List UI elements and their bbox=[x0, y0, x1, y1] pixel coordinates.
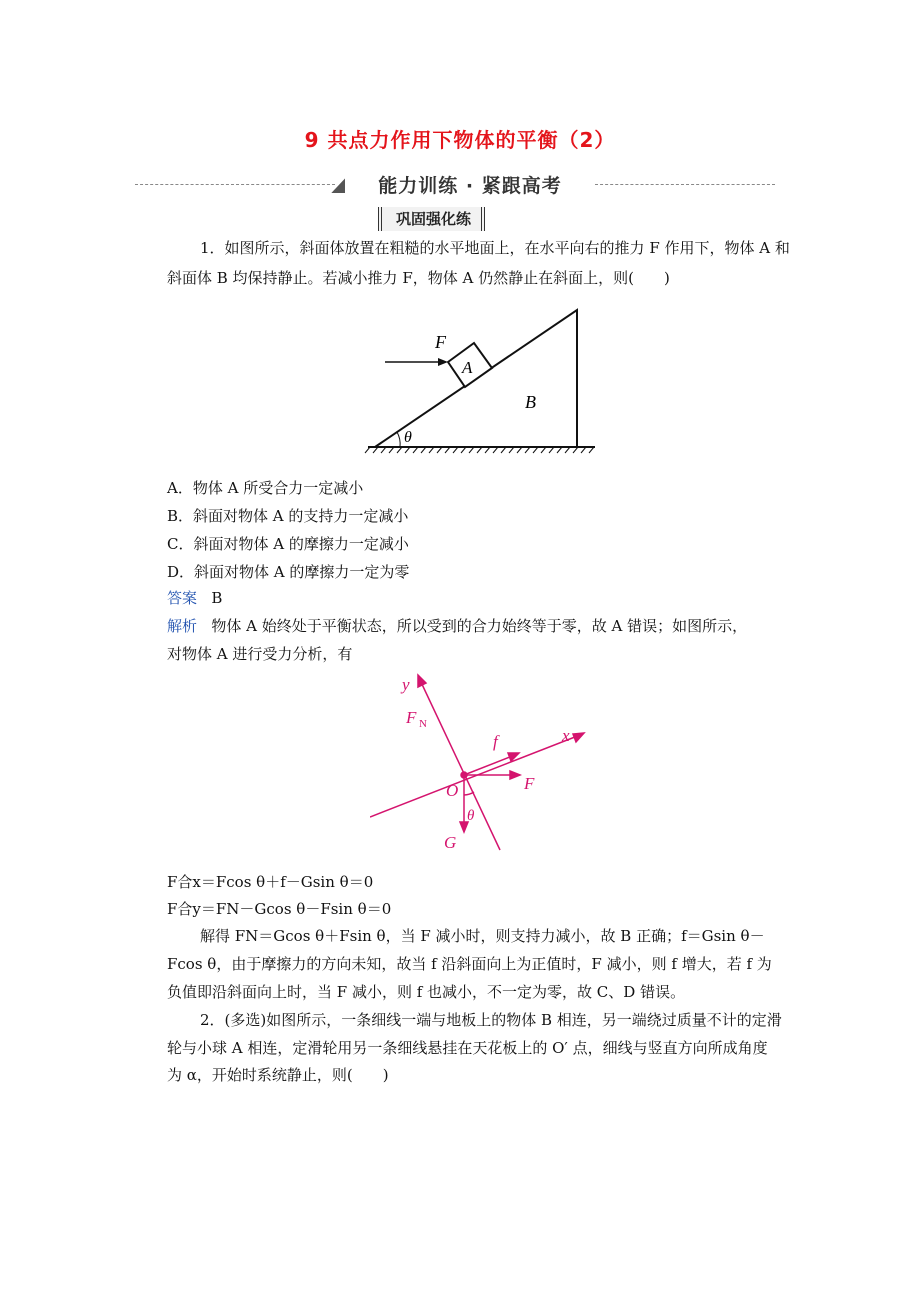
label-fn-sub: N bbox=[419, 718, 427, 730]
q2-line2: 轮与小球 A 相连，定滑轮用另一条细线悬挂在天花板上的 O′ 点，细线与竖直方向所成角度 bbox=[167, 1039, 768, 1057]
label-x: x bbox=[562, 726, 570, 745]
solve-line3: 负值即沿斜面向上时，当 F 减小，则 f 也减小，不一定为零，故 C、D 错误。 bbox=[167, 983, 686, 1001]
force-diagram bbox=[370, 665, 610, 860]
equation-y: F合y＝FN－Gcos θ－Fsin θ＝0 bbox=[167, 900, 392, 918]
label-fn: F bbox=[406, 708, 417, 727]
solve-line1: 解得 FN＝Gcos θ＋Fsin θ，当 F 减小时，则支持力减小，故 B 正确；f＝Gsin θ－ bbox=[200, 927, 765, 945]
option-a: A．物体 A 所受合力一定减小 bbox=[167, 479, 364, 497]
banner-divider-right bbox=[595, 184, 775, 185]
label-f: F bbox=[435, 332, 446, 352]
label-origin: O bbox=[446, 781, 459, 800]
q1-stem-line2: 斜面体 B 均保持静止。若减小推力 F，物体 A 仍然静止在斜面上，则( ) bbox=[167, 269, 670, 287]
analysis-label: 解析 bbox=[167, 617, 198, 635]
banner-text: 能力训练 · 紧跟高考 bbox=[345, 171, 595, 198]
angle-arc bbox=[397, 432, 400, 447]
answer-row bbox=[167, 588, 222, 608]
label-push-f: F bbox=[524, 774, 535, 793]
answer-label: 答案 bbox=[167, 589, 198, 607]
banner-divider-left bbox=[135, 184, 335, 185]
analysis-row bbox=[167, 616, 747, 636]
label-friction: f bbox=[493, 732, 498, 751]
option-c: C．斜面对物体 A 的摩擦力一定减小 bbox=[167, 535, 409, 553]
option-d: D．斜面对物体 A 的摩擦力一定为零 bbox=[167, 563, 410, 581]
solve-line2: Fcos θ，由于摩擦力的方向未知，故当 f 沿斜面向上为正值时，F 减小，则 f 增大，若 f 为 bbox=[167, 955, 772, 973]
option-b: B．斜面对物体 A 的支持力一定减小 bbox=[167, 507, 409, 525]
section-banner bbox=[135, 172, 775, 198]
label-y: y bbox=[402, 675, 410, 694]
analysis-line1: 物体 A 始终处于平衡状态，所以受到的合力始终等于零，故 A 错误；如图所示， bbox=[211, 617, 748, 635]
incline-figure bbox=[360, 300, 600, 460]
answer-value: B bbox=[211, 589, 223, 607]
analysis-line2: 对物体 A 进行受力分析，有 bbox=[167, 645, 353, 663]
label-b: B bbox=[525, 392, 536, 412]
section-heading: 巩固强化练 bbox=[378, 207, 485, 231]
equation-x: F合x＝Fcos θ＋f－Gsin θ＝0 bbox=[167, 873, 374, 891]
label-theta: θ bbox=[404, 429, 412, 446]
page-title: 9 共点力作用下物体的平衡（2） bbox=[304, 128, 616, 152]
label-g: G bbox=[444, 833, 457, 852]
q2-line3: 为 α，开始时系统静止，则( ) bbox=[167, 1066, 389, 1084]
q1-stem-line1: 1．如图所示，斜面体放置在粗糙的水平地面上，在水平向右的推力 F 作用下，物体 A 和 bbox=[200, 239, 790, 257]
q2-line1: 2．(多选)如图所示，一条细线一端与地板上的物体 B 相连，另一端绕过质量不计的定滑 bbox=[200, 1011, 782, 1029]
label-a: A bbox=[462, 358, 473, 377]
label-theta2: θ bbox=[467, 808, 475, 824]
